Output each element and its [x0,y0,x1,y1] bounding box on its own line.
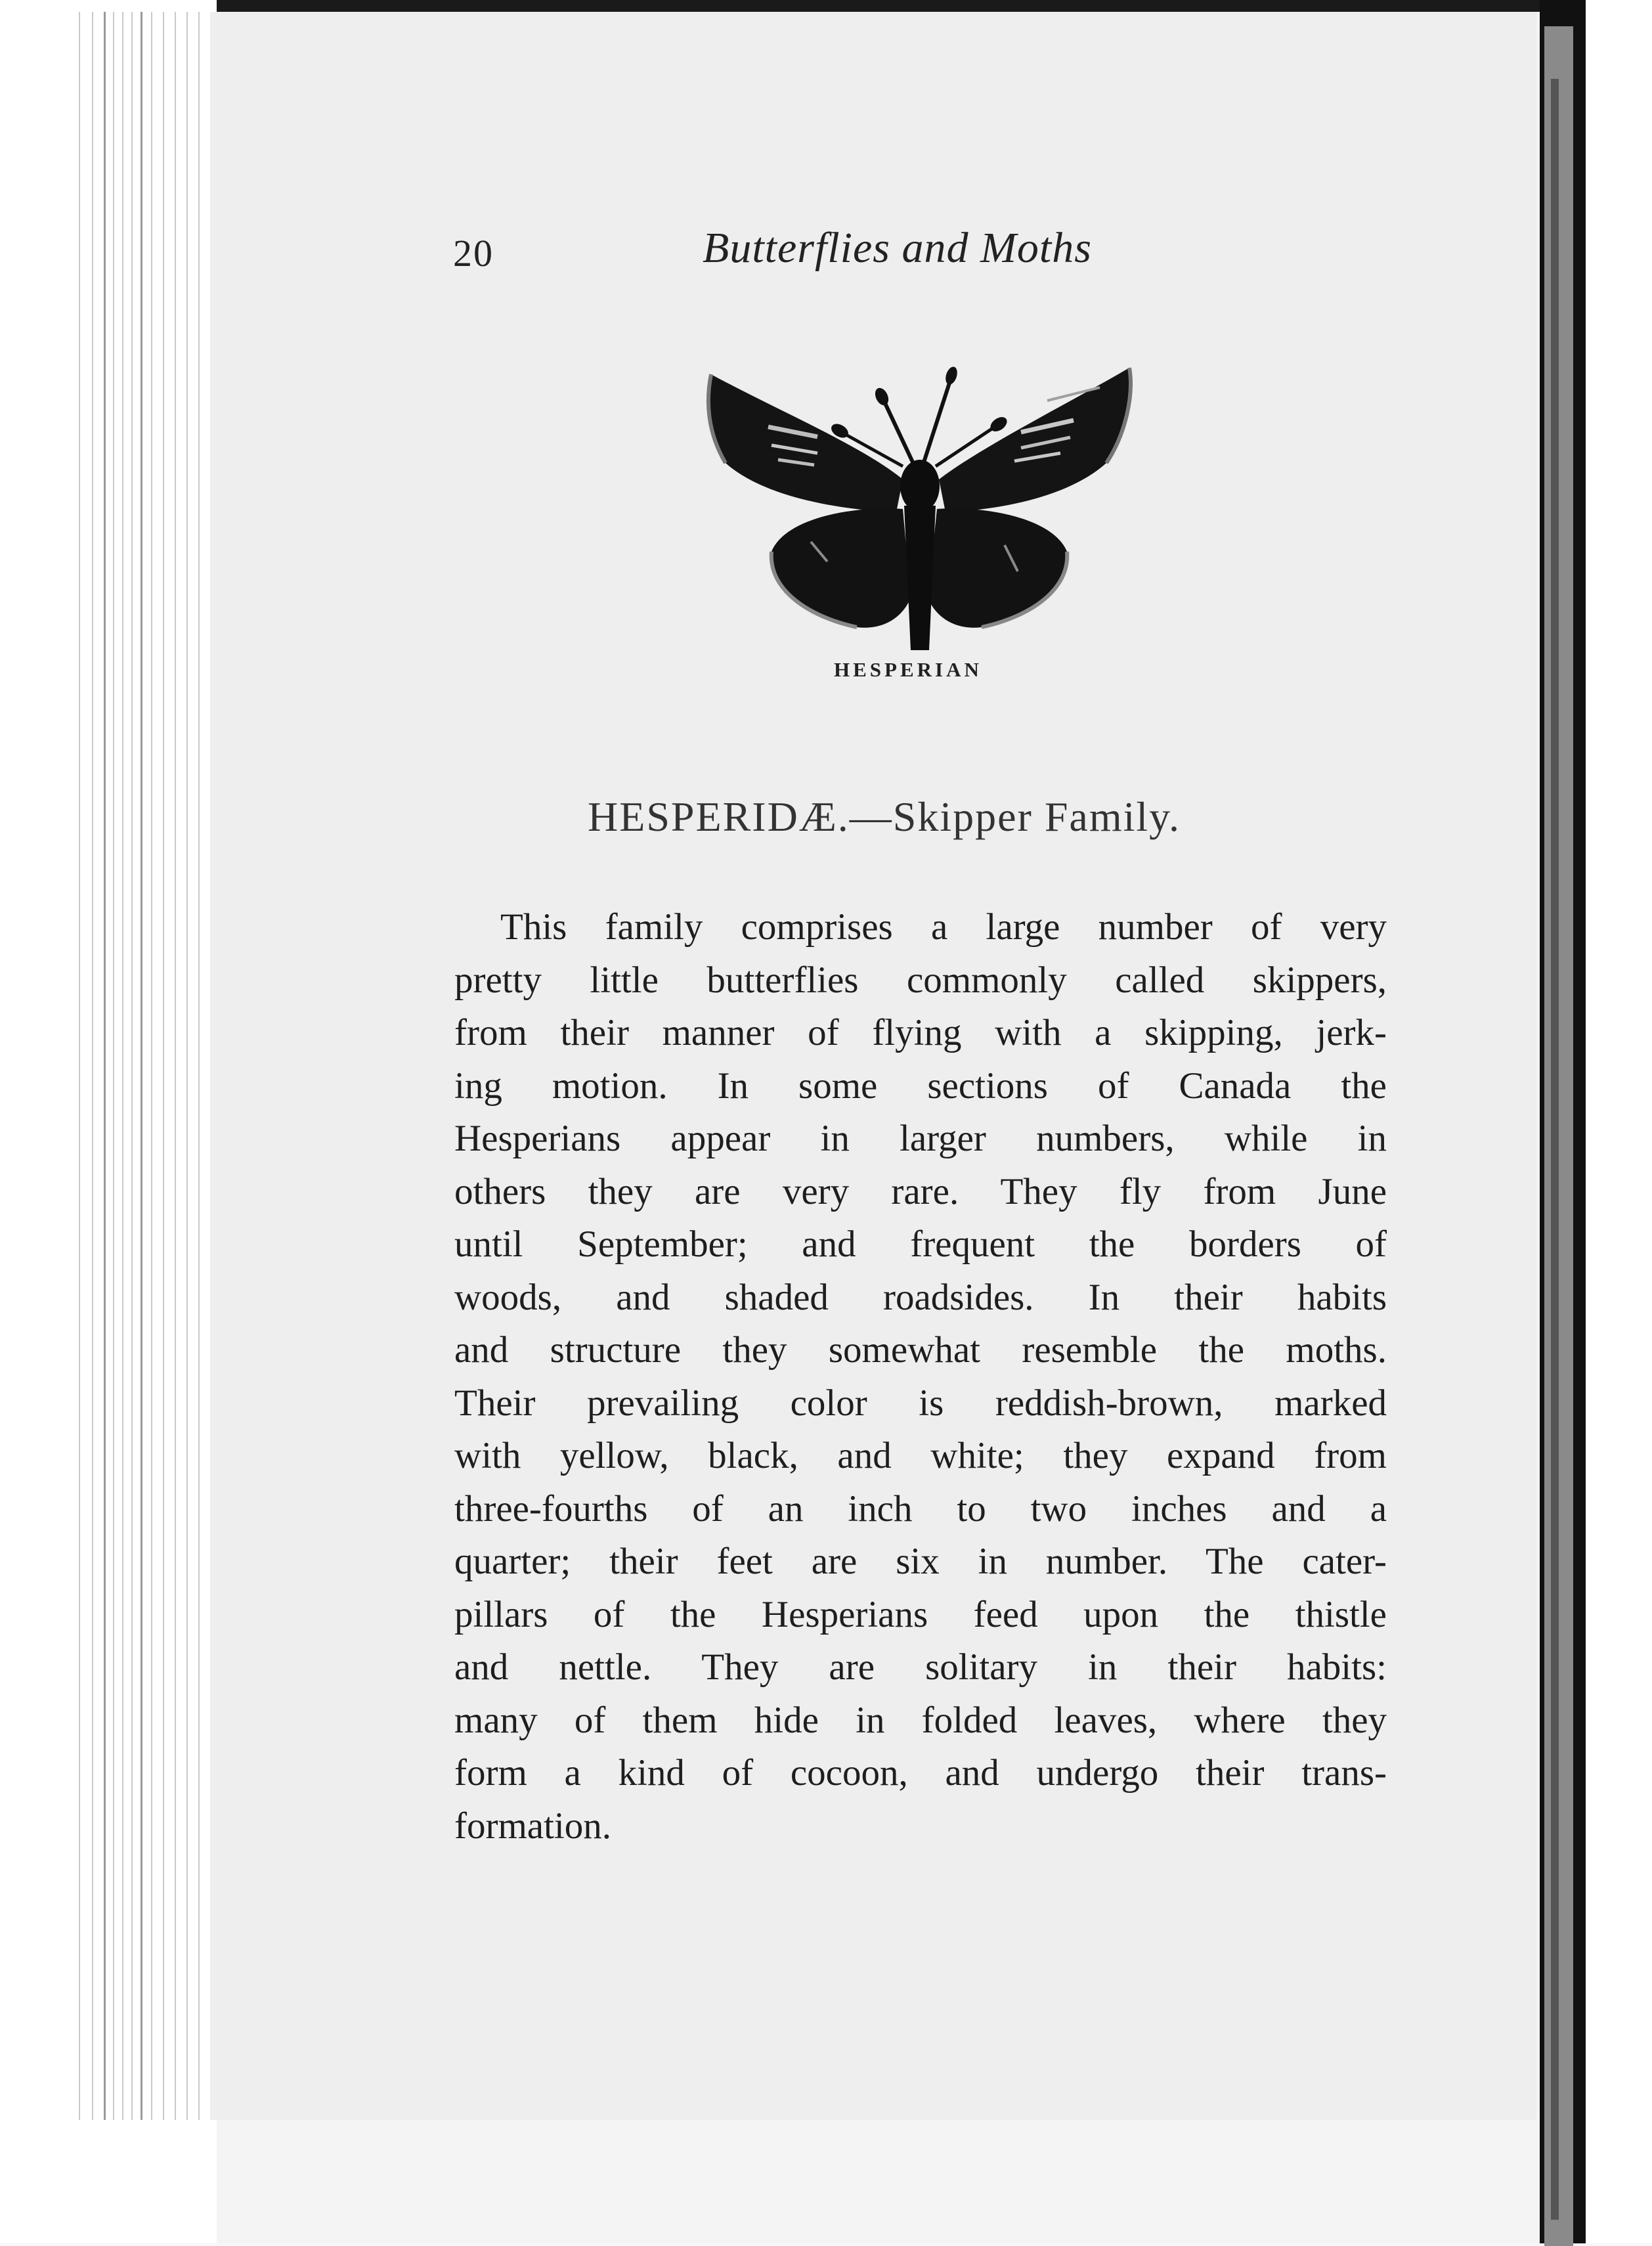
scan-top-edge [0,0,1652,12]
section-heading: HESPERIDÆ.—Skipper Family. [588,793,1181,840]
text-line: pillars of the Hesperians feed upon the thistle [454,1593,1387,1635]
running-title: Butterflies and Moths [703,224,1092,272]
text-line: and nettle. They are solitary in their habits: [454,1646,1387,1688]
book-spine-inner [1551,79,1559,2220]
scan-right-margin [1586,0,1652,2243]
text-line: with yellow, black, and white; they expand from [454,1435,1387,1476]
text-line: from their manner of flying with a skipping, jerk- [454,1012,1387,1053]
stacked-page-edges [0,0,217,2243]
text-line: Hesperians appear in larger numbers, while in [454,1118,1387,1159]
text-line: Their prevailing color is reddish-brown, marked [454,1382,1387,1424]
text-line: quarter; their feet are six in number. The cater- [454,1541,1387,1582]
page-number: 20 [453,232,494,275]
body-paragraph [454,901,1387,1853]
text-line: and structure they somewhat resemble the moths. [454,1329,1387,1371]
text-line: many of them hide in folded leaves, where they [454,1699,1387,1741]
text-line: three-fourths of an inch to two inches and a [454,1487,1387,1530]
text-line: until September; and frequent the borders of [454,1223,1387,1265]
butterfly-illustration-icon [706,355,1133,657]
figure-caption: HESPERIAN [834,658,982,681]
book-spine-edge [1544,26,1573,2246]
text-line: woods, and shaded roadsides. In their habits [454,1276,1387,1318]
text-line: This family comprises a large number of very [500,906,1387,948]
text-line: pretty little butterflies commonly called skippers, [454,959,1387,1001]
text-line: ing motion. In some sections of Canada the [454,1065,1387,1107]
text-line: form a kind of cocoon, and undergo their trans- [454,1752,1387,1794]
text-line: formation. [454,1805,612,1847]
text-line: others they are very rare. They fly from June [454,1170,1387,1212]
